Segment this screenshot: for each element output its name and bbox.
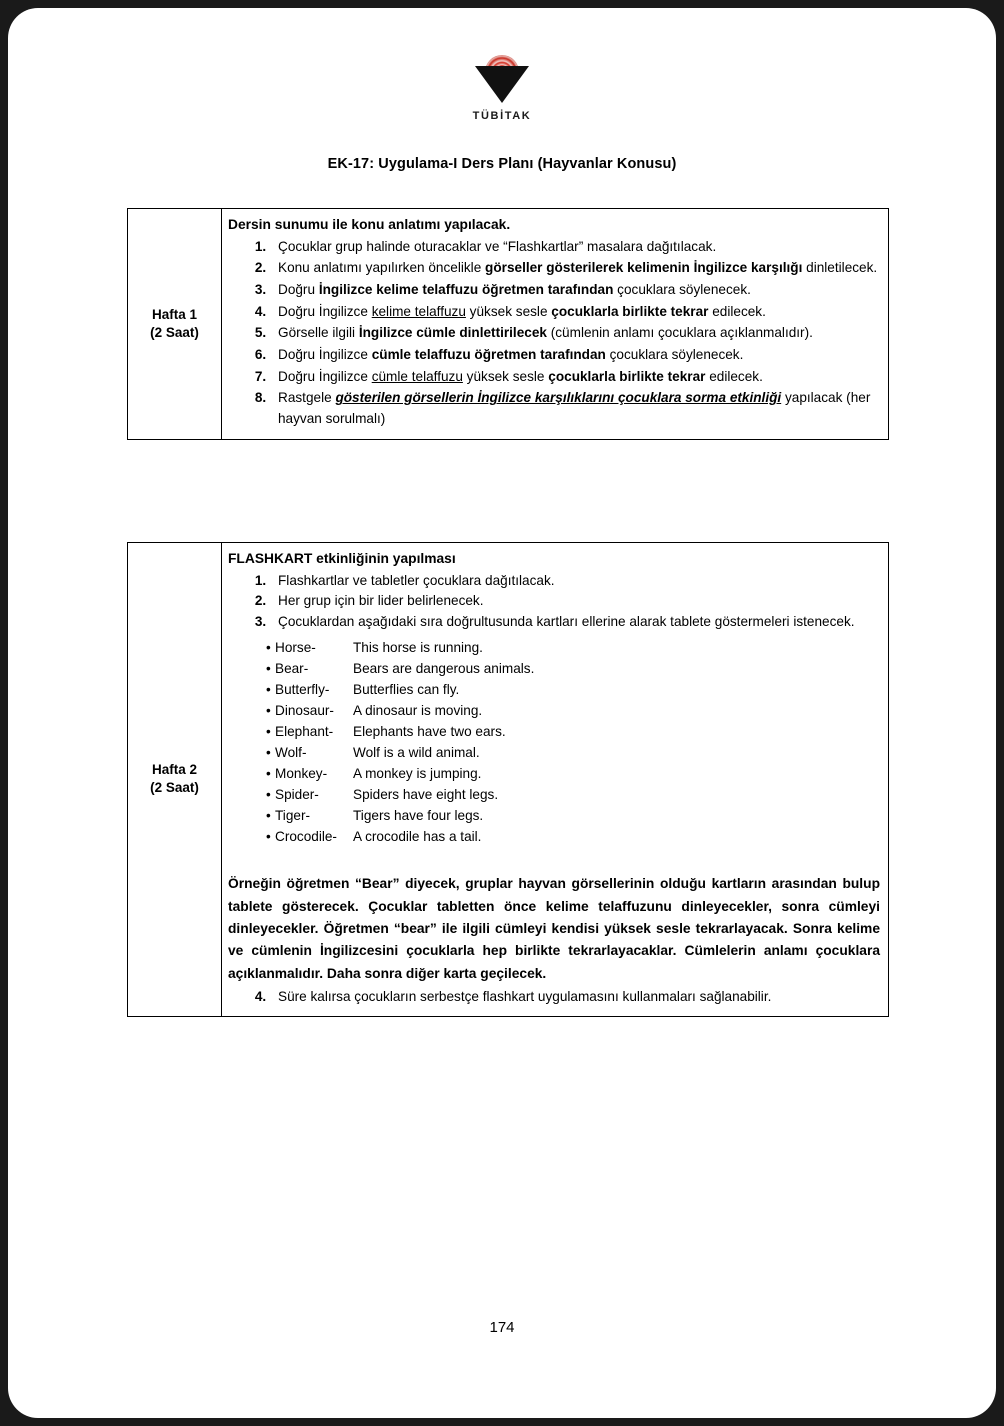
animal-word: Elephant- <box>275 723 334 739</box>
list-item <box>270 302 880 323</box>
animal-word: Horse- <box>275 639 316 655</box>
week2-label-cell <box>128 543 222 1017</box>
week2-activity-list <box>228 571 880 633</box>
item4-text-bold: çocuklarla birlikte tekrar <box>551 303 709 319</box>
week2-item2-text: Her grup için bir lider belirlenecek. <box>278 593 484 609</box>
lesson-plan-table-week2 <box>127 542 889 1017</box>
bullet-icon: • <box>266 766 271 782</box>
page-number: 174 <box>489 1319 515 1336</box>
list-item <box>270 388 880 429</box>
animal-sentence: Spiders have eight legs. <box>353 787 499 803</box>
bullet-icon: • <box>266 829 271 845</box>
week2-label-line2: (2 Saat) <box>150 780 199 796</box>
item1-text: Çocuklar grup halinde oturacaklar ve “Flashkartlar” masalara dağıtılacak. <box>278 238 717 254</box>
item4-text-underline: kelime telaffuzu <box>371 303 466 319</box>
week2-item1-text: Flashkartlar ve tabletler çocuklara dağıtılacak. <box>278 572 555 588</box>
week1-label-line1: Hafta 1 <box>151 306 197 322</box>
list-item <box>266 679 880 700</box>
item5-text-c: (cümlenin anlamı çocuklara açıklanmalıdır). <box>546 325 813 341</box>
week2-content-cell <box>222 543 889 1017</box>
week2-heading-rest: etkinliğinin yapılması <box>312 551 456 566</box>
animal-sentence: Butterflies can fly. <box>353 681 460 697</box>
bullet-icon: • <box>266 744 271 760</box>
list-item <box>270 367 880 388</box>
list-item <box>266 805 880 826</box>
document-page <box>8 8 996 1418</box>
item6-text-c: çocuklara söylenecek. <box>605 346 744 362</box>
list-item <box>270 987 880 1008</box>
list-item <box>266 700 880 721</box>
item7-text-bold: çocuklarla birlikte tekrar <box>548 368 706 384</box>
week2-item3-text: Çocuklardan aşağıdaki sıra doğrultusunda kartları ellerine alarak tablete göstermeleri istenecek. <box>278 614 855 629</box>
week2-item4-text: Süre kalırsa çocukların serbestçe flashkart uygulamasını kullanmaları sağlanabilir. <box>278 989 772 1004</box>
black-triangle-icon <box>475 66 529 103</box>
bullet-icon: • <box>266 660 271 676</box>
list-item <box>270 258 880 279</box>
page-content <box>8 8 996 1418</box>
animal-sentence: A dinosaur is moving. <box>353 702 483 718</box>
list-item <box>270 237 880 258</box>
item7-text-d: edilecek. <box>705 368 763 384</box>
item3-text-bold: İngilizce kelime telaffuzu öğretmen tarafından <box>318 282 614 297</box>
item7-text-underline: cümle telaffuzu <box>371 368 463 384</box>
animal-sentence: Elephants have two ears. <box>353 723 506 739</box>
animal-vocabulary-list <box>228 637 880 848</box>
item4-text-c: yüksek sesle <box>465 303 552 319</box>
item7-text-a: Doğru İngilizce <box>278 368 372 384</box>
item8-text-c: yapılacak (her hayvan sorulmalı) <box>278 390 871 426</box>
item2-text-a: Konu anlatımı yapılırken öncelikle <box>278 260 486 276</box>
bullet-icon: • <box>266 808 271 824</box>
item6-text-a: Doğru İngilizce <box>278 346 372 362</box>
table-row <box>128 543 889 1017</box>
list-item <box>266 637 880 658</box>
bullet-icon: • <box>266 723 271 739</box>
animal-word: Monkey- <box>275 766 328 782</box>
logo-wordmark: TÜBİTAK <box>472 110 532 122</box>
list-item <box>266 763 880 784</box>
list-item <box>266 826 880 847</box>
item3-text-a: Doğru <box>278 282 319 297</box>
week2-explanation-paragraph: Örneğin öğretmen “Bear” diyecek, gruplar hayvan görsellerinin olduğu kartların arasından bulup tablete gösterecek. Çocuklar tabletten önce kelime telaffuzunu dinleyecekler, sonra cümleyi dinleyecekler. Öğretmen “bear” ile ilgili cümleyi kendisi yüksek sesle tekrarlayacak. Sonra kelime ve cümlenin İngilizcesini çocuklarla hep birlikte tekrarlayacaklar. Cümlelerin anlamı çocuklara açıklanmalıdır. Daha sonra diğer karta geçilecek. <box>228 876 880 981</box>
week2-activity-list-continued <box>228 987 880 1008</box>
item7-text-c: yüksek sesle <box>462 368 549 384</box>
week1-activity-list <box>228 237 880 430</box>
item2-text-c: dinletilecek. <box>802 260 878 276</box>
list-item <box>270 323 880 344</box>
animal-word: Crocodile- <box>275 829 337 845</box>
animal-sentence: This horse is running. <box>353 639 483 655</box>
list-item <box>270 571 880 592</box>
week2-label-line1: Hafta 2 <box>151 762 197 778</box>
week2-heading-bold: FLASHKART <box>228 551 313 566</box>
item8-text-emphasis: gösterilen görsellerin İngilizce karşılıklarını çocuklara sorma etkinliği <box>335 390 782 406</box>
week1-heading: Dersin sunumu ile konu anlatımı yapılacak. <box>228 217 511 232</box>
animal-sentence: A crocodile has a tail. <box>353 829 482 845</box>
item6-text-bold: cümle telaffuzu öğretmen tarafından <box>371 346 606 362</box>
bullet-icon: • <box>266 702 271 718</box>
animal-word: Wolf- <box>275 744 307 760</box>
bullet-icon: • <box>266 681 271 697</box>
list-item <box>266 658 880 679</box>
week1-label-cell <box>128 209 222 440</box>
animal-sentence: Bears are dangerous animals. <box>353 660 535 676</box>
item3-text-c: çocuklara söylenecek. <box>613 282 751 297</box>
animal-word: Tiger- <box>275 808 310 824</box>
item8-text-a: Rastgele <box>278 390 336 406</box>
week1-content-cell <box>222 209 889 440</box>
bullet-icon: • <box>266 787 271 803</box>
item5-text-bold: İngilizce cümle dinlettirilecek <box>358 325 547 341</box>
list-item <box>270 591 880 612</box>
logo-mark <box>469 55 535 107</box>
bullet-icon: • <box>266 639 271 655</box>
animal-sentence: Wolf is a wild animal. <box>353 744 480 760</box>
table-row <box>128 209 889 440</box>
item2-text-bold: görseller gösterilerek kelimenin İngilizce karşılığı <box>485 260 803 276</box>
list-item <box>266 784 880 805</box>
list-item <box>266 742 880 763</box>
list-item <box>270 280 880 301</box>
list-item <box>266 721 880 742</box>
lesson-plan-table-week1 <box>127 208 889 440</box>
item4-text-a: Doğru İngilizce <box>278 303 372 319</box>
week2-heading <box>228 549 880 570</box>
list-item <box>270 345 880 366</box>
animal-sentence: Tigers have four legs. <box>353 808 484 824</box>
page-title: EK-17: Uygulama-I Ders Planı (Hayvanlar Konusu) <box>327 156 677 172</box>
animal-sentence: A monkey is jumping. <box>353 766 482 782</box>
animal-word: Butterfly- <box>275 681 330 697</box>
list-item <box>270 612 880 633</box>
animal-word: Bear- <box>275 660 309 676</box>
tubitak-logo <box>8 55 996 122</box>
item4-text-d: edilecek. <box>708 303 766 319</box>
item5-text-a: Görselle ilgili <box>278 325 359 341</box>
animal-word: Dinosaur- <box>275 702 334 718</box>
animal-word: Spider- <box>275 787 319 803</box>
week1-label-line2: (2 Saat) <box>150 324 199 340</box>
